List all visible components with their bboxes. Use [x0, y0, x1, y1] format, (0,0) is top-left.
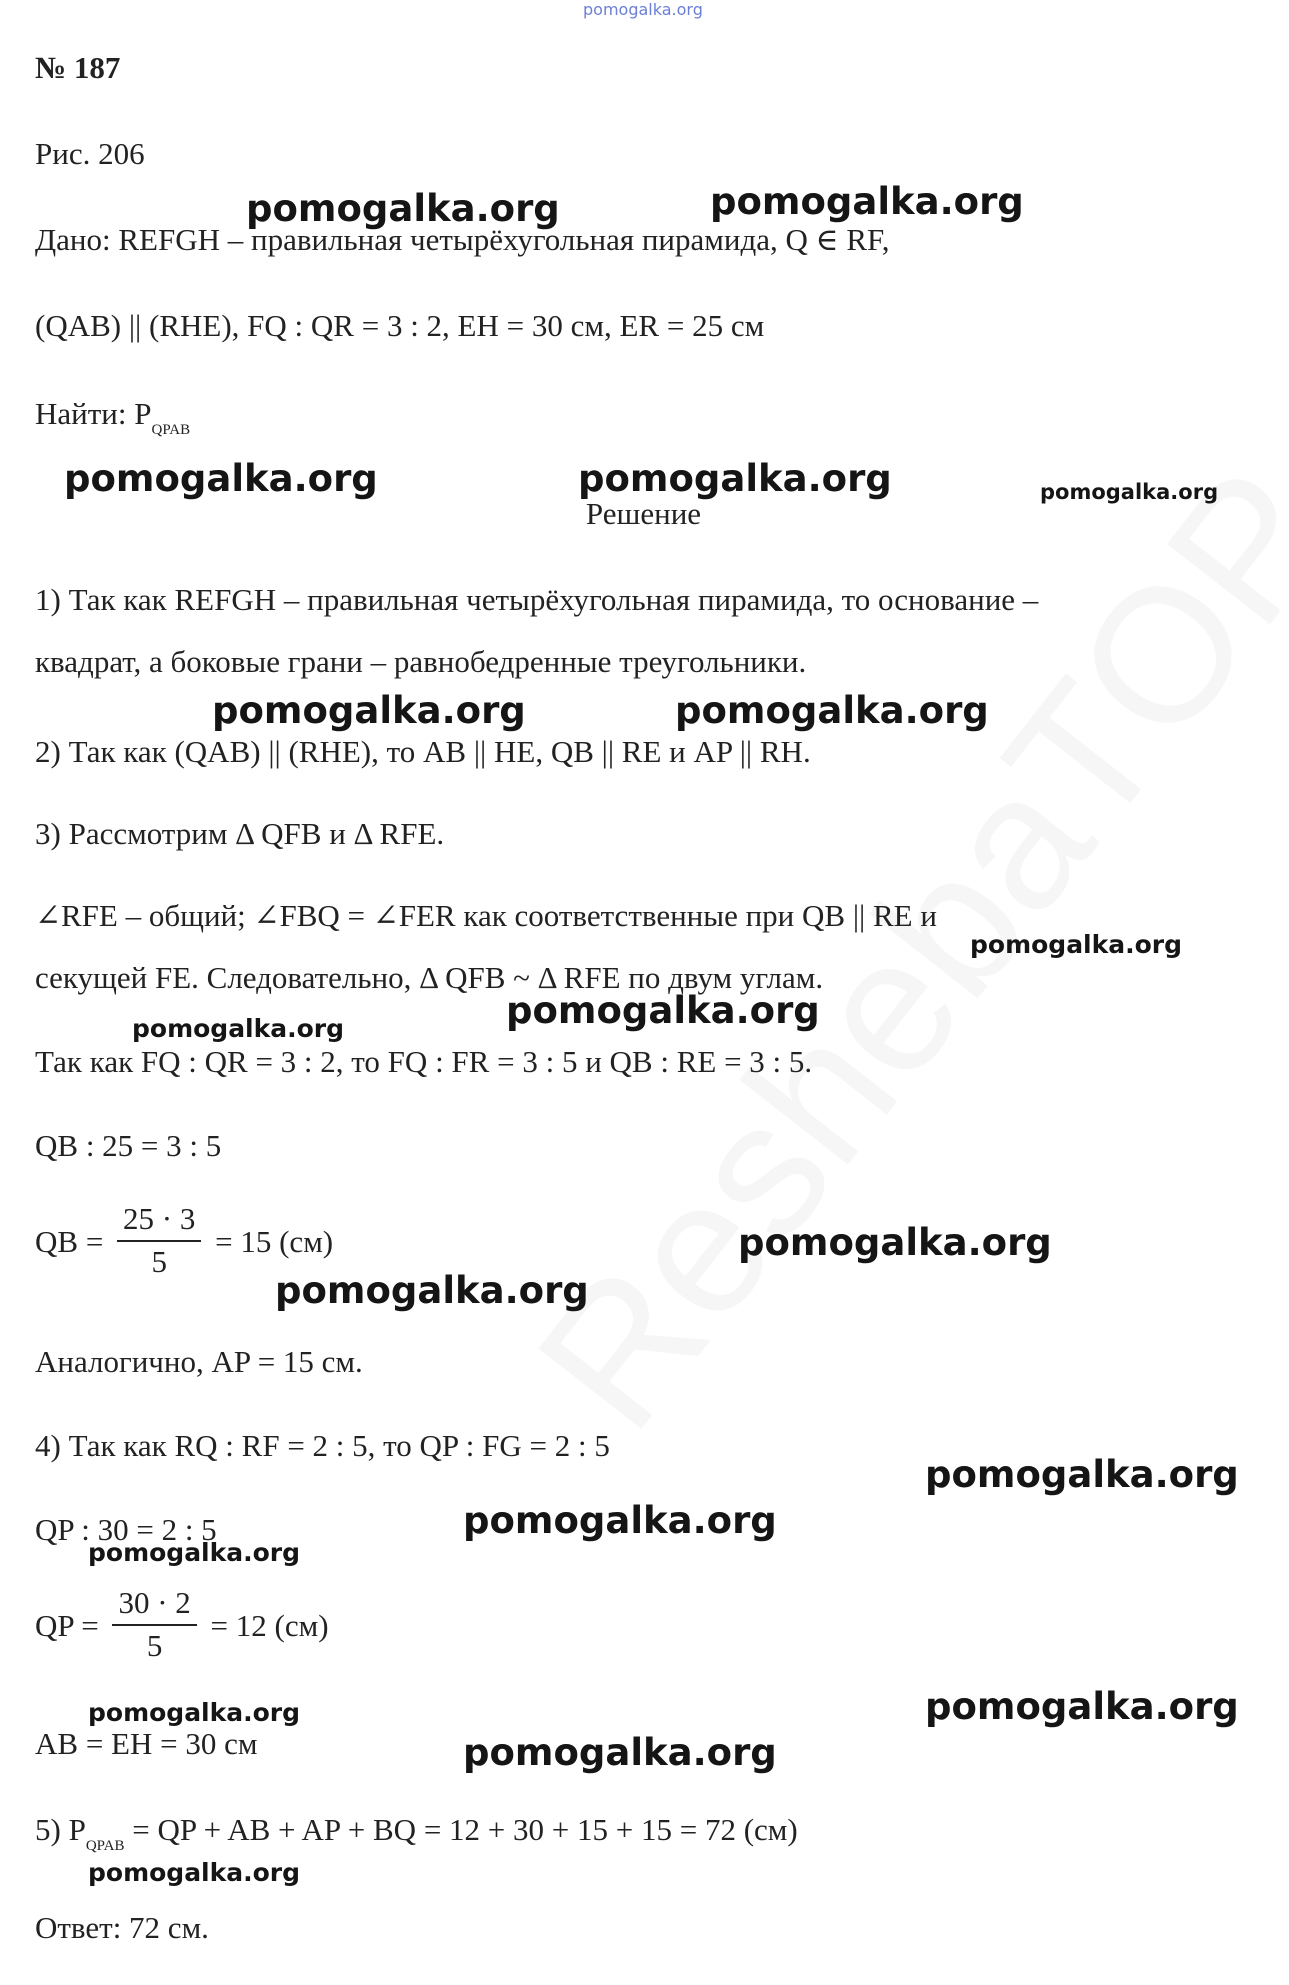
watermark: pomogalka.org: [1040, 480, 1219, 504]
step-4-line-3: AB = EH = 30 см: [35, 1726, 258, 1761]
watermark: pomogalka.org: [88, 1698, 301, 1727]
answer: Ответ: 72 см.: [35, 1910, 209, 1945]
figure-reference: Рис. 206: [35, 136, 145, 171]
qb-lhs: QB =: [35, 1224, 104, 1260]
watermark: pomogalka.org: [970, 930, 1183, 959]
step-5: [35, 1812, 798, 1854]
watermark: pomogalka.org: [463, 1499, 777, 1542]
find-line: [35, 396, 190, 438]
watermark: pomogalka.org: [710, 180, 1024, 223]
problem-number: № 187: [35, 50, 121, 85]
step-5-rest: = QP + AB + AP + BQ = 12 + 30 + 15 + 15 = 72 (см): [124, 1812, 798, 1847]
qb-fraction: [117, 1200, 201, 1282]
step-3-line-3: секущей FE. Следовательно, Δ QFB ~ Δ RFE по двум углам.: [35, 960, 824, 995]
step-4-line-2: QP : 30 = 2 : 5: [35, 1512, 217, 1547]
step-3-line-5: QB : 25 = 3 : 5: [35, 1128, 222, 1163]
step-1-line-1: 1) Так как REFGH – правильная четырёхугольная пирамида, то основание –: [35, 582, 1039, 617]
qb-denominator: 5: [151, 1244, 167, 1279]
step-2: 2) Так как (QAB) || (RHE), то AB || HE, QB || RE и AP || RH.: [35, 734, 811, 769]
qb-rhs: = 15 (см): [215, 1224, 334, 1260]
step-3-analog: Аналогично, AP = 15 см.: [35, 1344, 363, 1379]
qp-equation: [35, 1585, 329, 1670]
given-line-2: (QAB) || (RHE), FQ : QR = 3 : 2, EH = 30 см, ER = 25 см: [35, 308, 765, 343]
watermark: pomogalka.org: [212, 689, 526, 732]
step-3-line-1: 3) Рассмотрим Δ QFB и Δ RFE.: [35, 816, 445, 851]
step-3-line-4: Так как FQ : QR = 3 : 2, то FQ : FR = 3 : 5 и QB : RE = 3 : 5.: [35, 1044, 813, 1079]
step-5-prefix: 5) P: [35, 1812, 86, 1847]
qp-denominator: 5: [146, 1628, 163, 1663]
find-subscript: QPAB: [151, 422, 191, 438]
qb-numerator: 25 · 3: [117, 1200, 201, 1242]
qp-rhs: = 12 (см): [210, 1608, 329, 1644]
find-label: Найти: P: [35, 396, 152, 431]
watermark: pomogalka.org: [88, 1858, 301, 1887]
watermark: pomogalka.org: [246, 187, 560, 230]
watermark: pomogalka.org: [64, 457, 378, 500]
watermark: pomogalka.org: [463, 1731, 777, 1774]
watermark: pomogalka.org: [88, 1538, 301, 1567]
watermark: pomogalka.org: [925, 1453, 1239, 1496]
step-1-line-2: квадрат, а боковые грани – равнобедренные треугольники.: [35, 644, 807, 679]
step-3-line-2: ∠RFE – общий; ∠FBQ = ∠FER как соответственные при QB || RE и: [35, 898, 937, 933]
watermark: pomogalka.org: [738, 1221, 1052, 1264]
qp-fraction: [112, 1584, 196, 1666]
qp-lhs: QP =: [35, 1608, 99, 1644]
watermark: pomogalka.org: [132, 1014, 345, 1043]
solution-heading: Решение: [585, 496, 702, 531]
watermark: pomogalka.org: [925, 1685, 1239, 1728]
step-4-line-1: 4) Так как RQ : RF = 2 : 5, то QP : FG = 2 : 5: [35, 1428, 610, 1463]
watermark: pomogalka.org: [275, 1269, 589, 1312]
watermark: pomogalka.org: [506, 989, 820, 1032]
watermark: pomogalka.org: [578, 457, 892, 500]
qp-numerator: 30 · 2: [112, 1584, 196, 1626]
step-5-subscript: QPAB: [85, 1838, 125, 1854]
top-watermark: pomogalka.org: [583, 0, 703, 19]
given-line-1: Дано: REFGH – правильная четырёхугольная пирамида, Q ∈ RF,: [35, 222, 890, 257]
watermark: pomogalka.org: [675, 689, 989, 732]
